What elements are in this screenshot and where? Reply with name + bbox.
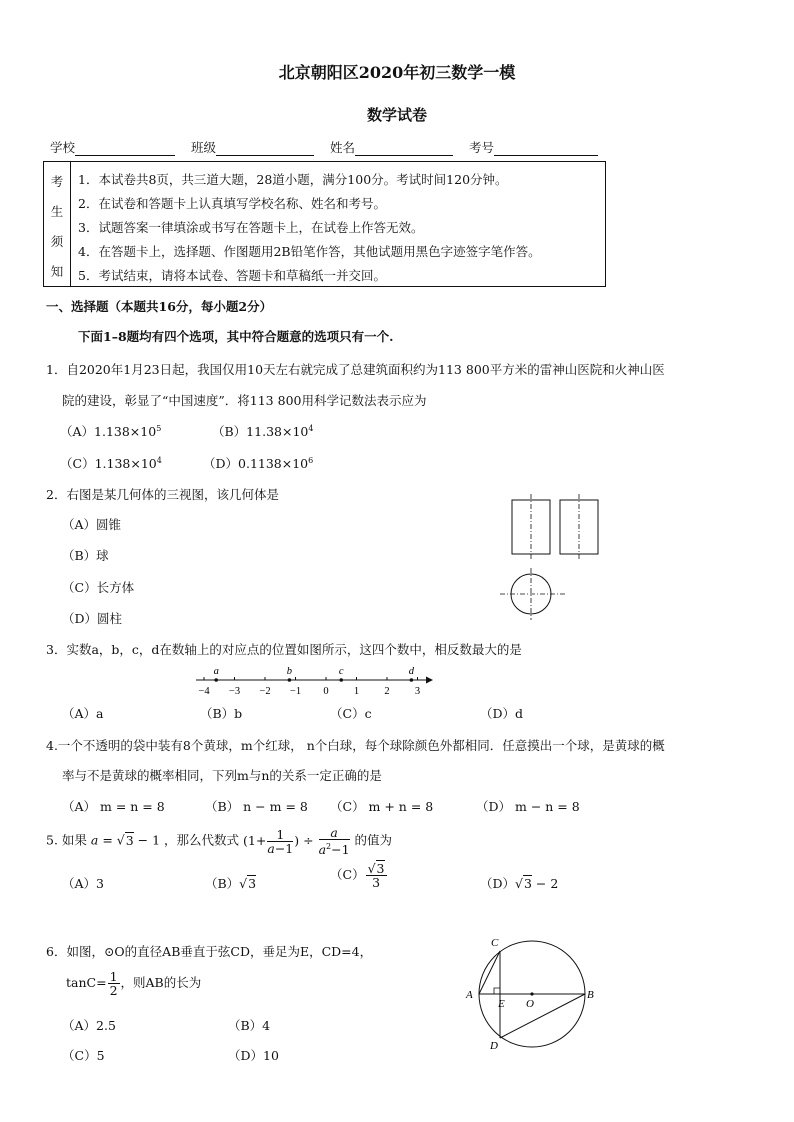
q6-frac-den: 2 (109, 983, 118, 998)
number-line-arrow (426, 677, 433, 684)
section-heading: 一、选择题（本题共16分，每小题2分） (46, 299, 273, 314)
q1-stem-line2: 院的建设，彰显了“中国速度”．将113 800用科学记数法表示应为 (62, 393, 427, 408)
number-line-tick-label: 1 (353, 686, 360, 697)
q1-option-c[interactable] (60, 454, 162, 472)
q1-option-d-exp: 6 (308, 455, 314, 465)
number-line-point-label: b (286, 666, 293, 677)
q5-middle: ，那么代数式 (164, 832, 240, 848)
number-line-tick-label: 0 (323, 686, 329, 697)
q2-option-c[interactable]: （C）长方体 (62, 580, 135, 595)
number-line-tick-label: 3 (414, 686, 421, 697)
q6-option-d[interactable]: （D）10 (228, 1048, 279, 1063)
label-e: E (498, 998, 505, 1010)
q6-tan-label: tanC= (66, 975, 107, 990)
q1-stem-line1: 1．自2020年1月23日起，我国仅用10天左右就完成了总建筑面积约为113 800平方米的雷神山医院和火神山医 (46, 362, 665, 377)
q6-option-c[interactable]: （C）5 (62, 1048, 105, 1063)
notice-side-column (44, 162, 71, 286)
number-line-tick-label: 2 (384, 686, 390, 697)
school-field[interactable] (75, 141, 175, 156)
number-line-point-a (214, 678, 218, 682)
q3-option-d[interactable]: （D）d (480, 706, 524, 721)
notice-side-char: 生 (50, 204, 64, 219)
q2-three-view-figure (490, 492, 620, 622)
exam-subtitle: 数学试卷 (366, 106, 427, 124)
q6-frac-num: 1 (109, 969, 118, 984)
notice-side-char: 考 (50, 174, 64, 189)
q3-number-line (190, 664, 440, 698)
q5-condition: a = √3 − 1 (90, 832, 161, 848)
q4-option-a[interactable]: （A） m = n = 8 (62, 799, 165, 814)
exam-no-label: 考号 (468, 140, 494, 155)
number-line-point-label: c (338, 666, 344, 677)
q1-option-c-exp: 4 (156, 455, 162, 465)
q1-option-d[interactable] (203, 454, 313, 472)
notice-line: 2．在试卷和答题卡上认真填写学校名称、姓名和考号。 (78, 196, 386, 211)
q1-option-d-text: （D）0.1138×10 (203, 456, 309, 471)
label-b: B (587, 989, 594, 1001)
q2-option-a[interactable]: （A）圆锥 (62, 517, 122, 532)
q6-suffix: ，则AB的长为 (120, 975, 202, 990)
section-instruction: 下面1–8题均有四个选项，其中符合题意的选项只有一个. (78, 329, 394, 344)
q3-option-c[interactable]: （C）c (330, 706, 372, 721)
student-info-row (50, 138, 598, 156)
q6-option-a[interactable]: （A）2.5 (62, 1018, 116, 1033)
q2-option-b[interactable]: （B）球 (62, 548, 109, 563)
number-line-point-label: d (408, 666, 415, 677)
q5-expression: (1+ $\frac{1}{a-1}$ ) ÷ $\frac{a}{a^2-1}$ (243, 825, 350, 858)
q1-option-a-text: （A）1.138×10 (60, 424, 157, 439)
q4-option-c[interactable]: （C） m + n = 8 (330, 799, 434, 814)
q6-stem-line2 (66, 970, 201, 997)
q5-option-d[interactable]: （D）√3 − 2 (480, 876, 559, 891)
q1-option-b-exp: 4 (308, 423, 314, 433)
q3-option-a[interactable]: （A）a (62, 706, 104, 721)
exam-no-field[interactable] (494, 141, 598, 156)
q1-option-c-text: （C）1.138×10 (60, 456, 157, 471)
label-a: A (466, 989, 473, 1001)
notice-side-char: 知 (50, 264, 64, 279)
label-o: O (526, 998, 534, 1010)
exam-title: 北京朝阳区2020年初三数学一模 (278, 63, 516, 82)
q2-option-d[interactable]: （D）圆柱 (62, 611, 123, 626)
q4-stem-line1: 4.一个不透明的袋中装有8个黄球，m个红球， n个白球，每个球除颜色外都相同．任意摸出一个球，是黄球的概 (46, 738, 665, 753)
notice-line: 1．本试卷共8页，共三道大题，28道小题，满分100分。考试时间120分钟。 (78, 172, 508, 187)
q1-option-b-text: （B）11.38×10 (212, 424, 309, 439)
name-field[interactable] (355, 141, 453, 156)
segment-ca (479, 951, 500, 994)
number-line-point-b (288, 678, 292, 682)
q6-option-b[interactable]: （B）4 (228, 1018, 271, 1033)
exam-notice-box (43, 161, 606, 287)
q3-option-b[interactable]: （B）b (200, 706, 243, 721)
number-line-point-d (410, 678, 414, 682)
q3-stem: 3．实数a，b，c，d在数轴上的对应点的位置如图所示，这四个数中，相反数最大的是 (46, 642, 522, 657)
class-label: 班级 (190, 140, 216, 155)
q1-option-a[interactable] (60, 422, 161, 440)
q4-stem-line2: 率与不是黄球的概率相同，下列m与n的关系一定正确的是 (62, 768, 382, 783)
school-label: 学校 (50, 140, 76, 155)
q4-option-d[interactable]: （D） m − n = 8 (476, 799, 580, 814)
right-angle-mark (494, 988, 500, 994)
number-line-tick-label: −1 (289, 686, 302, 697)
q5-option-c[interactable]: （C） $\frac{√3}{3}$ (330, 861, 385, 890)
number-line-point-c (339, 678, 343, 682)
number-line-tick-label: −3 (228, 686, 241, 697)
q1-option-b[interactable] (212, 422, 313, 440)
q2-stem: 2．右图是某几何体的三视图，该几何体是 (46, 487, 279, 502)
notice-side-char: 须 (50, 234, 64, 249)
q6-circle-figure (458, 932, 608, 1054)
segment-db (500, 994, 585, 1038)
q6-stem-line1: 6．如图，⊙O的直径AB垂直于弦CD，垂足为E，CD=4， (46, 944, 373, 959)
label-d: D (490, 1040, 498, 1052)
class-field[interactable] (216, 141, 314, 156)
center-point (530, 992, 533, 995)
notice-line: 4．在答题卡上，选择题、作图题用2B铅笔作答，其他试题用黑色字迹签字笔作答。 (78, 244, 541, 259)
number-line-tick-label: −2 (259, 686, 271, 697)
notice-line: 5．考试结束，请将本试卷、答题卡和草稿纸一并交回。 (78, 268, 386, 283)
q1-option-a-exp: 5 (156, 423, 162, 433)
q4-option-b[interactable]: （B） n − m = 8 (205, 799, 308, 814)
q5-suffix: 的值为 (354, 832, 393, 848)
q5-option-b[interactable]: （B）√3 (205, 876, 257, 891)
number-line-point-label: a (213, 666, 219, 677)
q5-stem (46, 826, 392, 856)
notice-line: 3．试题答案一律填涂或书写在答题卡上，在试卷上作答无效。 (78, 220, 424, 235)
number-line-tick-label: −4 (198, 686, 210, 697)
label-c: C (491, 937, 499, 949)
q5-option-a[interactable]: （A）3 (62, 876, 104, 891)
q5-prefix: 5. 如果 (46, 832, 87, 848)
name-label: 姓名 (329, 140, 355, 155)
